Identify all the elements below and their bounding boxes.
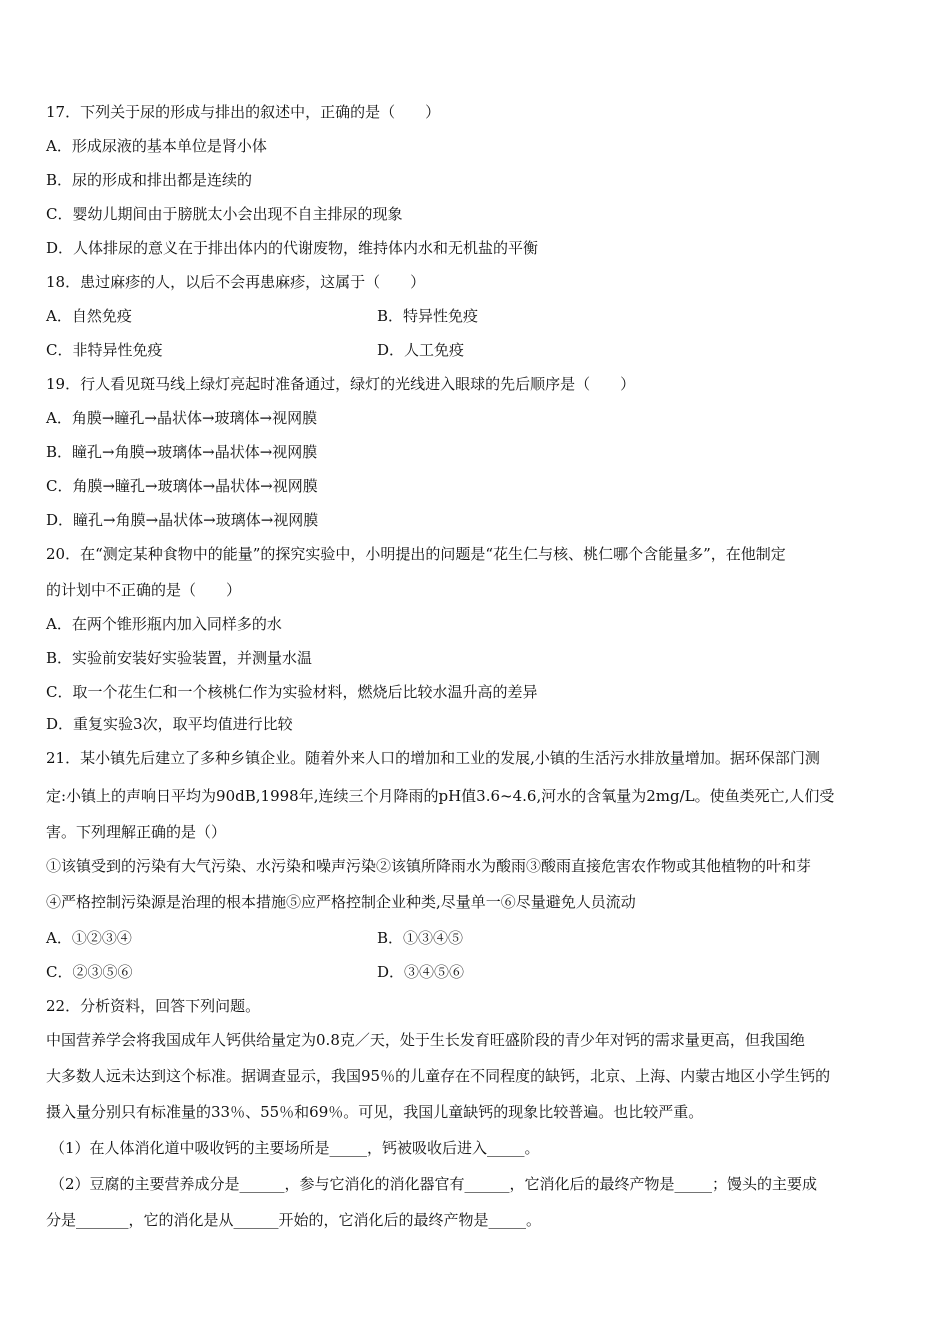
q22-stem: 22．分析资料，回答下列问题。 [46, 997, 261, 1015]
q22-passage-line-2: 大多数人远未达到这个标准。据调查显示，我国95％的儿童存在不同程度的缺钙，北京、上海、内蒙古地区小学生钙的 [46, 1067, 831, 1085]
q22-subquestion-2-line-2: 分是_______，它的消化是从______开始的，它消化后的最终产物是_____。 [46, 1211, 542, 1229]
q21-row-cd [46, 962, 906, 982]
q17-option-a: A．形成尿液的基本单位是肾小体 [46, 137, 267, 155]
q21-stem-line-1: 21．某小镇先后建立了多种乡镇企业。随着外来人口的增加和工业的发展,小镇的生活污水排放量增加。据环保部门测 [46, 749, 820, 767]
q20-option-a: A．在两个锥形瓶内加入同样多的水 [46, 615, 282, 633]
q21-option-b: B．①③④⑤ [377, 929, 464, 947]
q20-option-b: B．实验前安装好实验装置，并测量水温 [46, 649, 313, 667]
q20-stem-line-2: 的计划中不正确的是（ ） [46, 581, 242, 599]
q19-stem: 19．行人看见斑马线上绿灯亮起时准备通过，绿灯的光线进入眼球的先后顺序是（ ） [46, 375, 636, 393]
q21-row-ab [46, 928, 906, 948]
q18-option-b: B．特异性免疫 [377, 307, 479, 325]
q22-passage-line-1: 中国营养学会将我国成年人钙供给量定为0.8克／天，处于生长发育旺盛阶段的青少年对钙的需求量更高，但我国绝 [46, 1031, 805, 1049]
q19-option-a: A．角膜→瞳孔→晶状体→玻璃体→视网膜 [46, 409, 318, 427]
q19-option-c: C．角膜→瞳孔→玻璃体→晶状体→视网膜 [46, 477, 318, 495]
q21-option-c: C．②③⑤⑥ [46, 963, 133, 981]
q21-option-a: A．①②③④ [46, 929, 132, 947]
q18-stem: 18．患过麻疹的人，以后不会再患麻疹，这属于（ ） [46, 273, 426, 291]
q21-option-d: D．③④⑤⑥ [377, 963, 465, 981]
q18-row-ab [46, 306, 906, 326]
q22-subquestion-2-line-1: （2）豆腐的主要营养成分是______，参与它消化的消化器官有______，它消化后的最终产物是_____；馒头的主要成 [50, 1175, 818, 1193]
q22-subquestion-1: （1）在人体消化道中吸收钙的主要场所是_____，钙被吸收后进入_____。 [50, 1139, 540, 1157]
q18-option-d: D．人工免疫 [377, 341, 465, 359]
q17-option-c: C．婴幼儿期间由于膀胱太小会出现不自主排尿的现象 [46, 205, 403, 223]
q18-row-cd [46, 340, 906, 360]
q17-option-d: D．人体排尿的意义在于排出体内的代谢废物，维持体内水和无机盐的平衡 [46, 239, 539, 257]
q17-stem: 17．下列关于尿的形成与排出的叙述中，正确的是（ ） [46, 103, 441, 121]
q20-option-c: C．取一个花生仁和一个核桃仁作为实验材料，燃烧后比较水温升高的差异 [46, 683, 538, 701]
q21-statements-line-2: ④严格控制污染源是治理的根本措施⑤应严格控制企业种类,尽量单一⑥尽量避免人员流动 [46, 893, 636, 911]
q19-option-b: B．瞳孔→角膜→玻璃体→晶状体→视网膜 [46, 443, 318, 461]
q17-option-b: B．尿的形成和排出都是连续的 [46, 171, 253, 189]
q20-option-d: D．重复实验3次，取平均值进行比较 [46, 715, 293, 733]
q22-passage-line-3: 摄入量分别只有标准量的33％、55％和69％。可见，我国儿童缺钙的现象比较普遍。也比较严重。 [46, 1103, 704, 1121]
q21-statements-line-1: ①该镇受到的污染有大气污染、水污染和噪声污染②该镇所降雨水为酸雨③酸雨直接危害农作物或其他植物的叶和芽 [46, 857, 812, 875]
q21-stem-line-3: 害。下列理解正确的是（） [46, 823, 227, 841]
q19-option-d: D．瞳孔→角膜→晶状体→玻璃体→视网膜 [46, 511, 319, 529]
q18-option-c: C．非特异性免疫 [46, 341, 163, 359]
q20-stem-line-1: 20．在“测定某种食物中的能量”的探究实验中，小明提出的问题是“花生仁与核、桃仁哪个含能量多”，在他制定 [46, 545, 786, 563]
q18-option-a: A．自然免疫 [46, 307, 132, 325]
q21-stem-line-2: 定:小镇上的声响日平均为90dB,1998年,连续三个月降雨的pH值3.6~4.6,河水的含氧量为2mg/L。使鱼类死亡,人们受 [46, 787, 835, 805]
